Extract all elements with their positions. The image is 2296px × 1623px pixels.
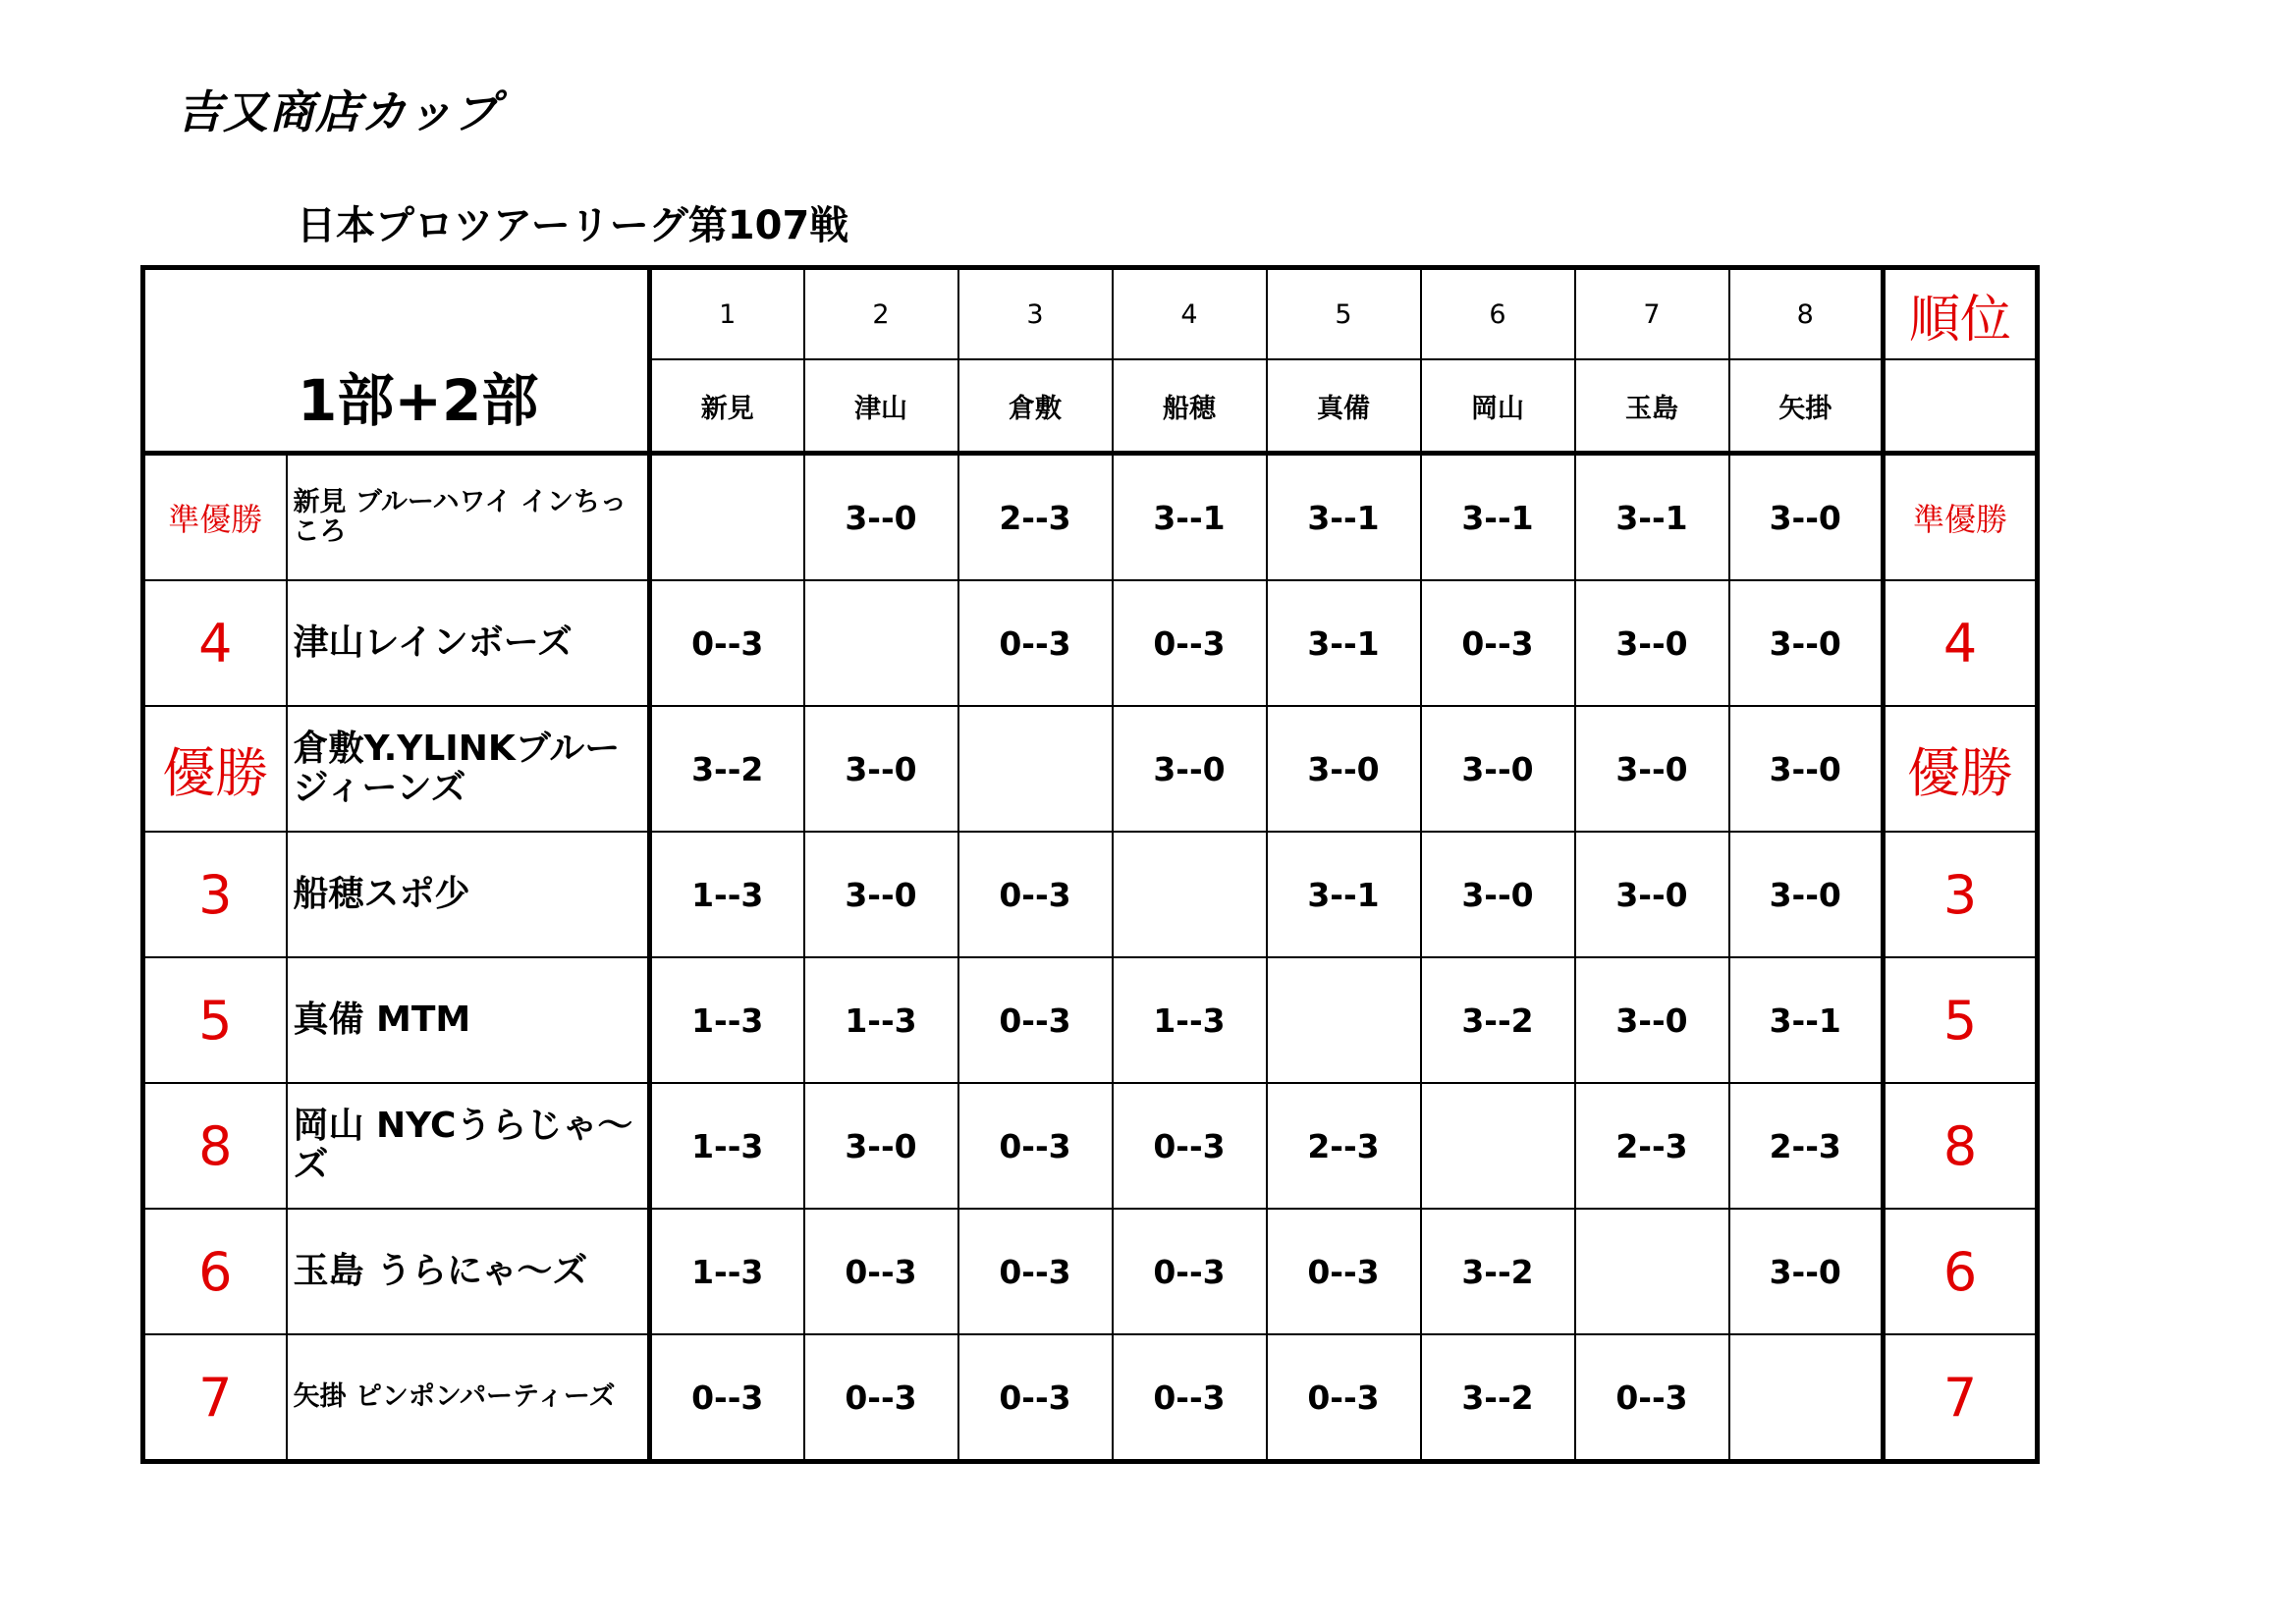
table-row [143, 1209, 2038, 1334]
column-number: 8 [1729, 268, 1884, 360]
score-cell: 2--3 [1267, 1083, 1421, 1209]
column-number: 5 [1267, 268, 1421, 360]
score-cell [958, 706, 1113, 832]
column-number: 2 [804, 268, 958, 360]
score-cell: 3--0 [1729, 454, 1884, 581]
rank-left: 8 [143, 1083, 287, 1209]
column-number: 3 [958, 268, 1113, 360]
rank-right: 6 [1884, 1209, 2038, 1334]
column-team-short: 矢掛 [1729, 359, 1884, 454]
column-team-short: 船穂 [1113, 359, 1267, 454]
score-cell: 0--3 [650, 580, 804, 706]
table-row [143, 957, 2038, 1083]
score-cell: 0--3 [1113, 1083, 1267, 1209]
cup-logo-text: 吉又商店カップ [177, 85, 500, 138]
score-cell: 3--1 [1729, 957, 1884, 1083]
score-cell: 0--3 [1267, 1334, 1421, 1462]
score-cell: 0--3 [1575, 1334, 1729, 1462]
team-name: 玉島 うらにゃ〜ズ [287, 1209, 650, 1334]
column-number: 7 [1575, 268, 1729, 360]
score-cell: 3--1 [1575, 454, 1729, 581]
team-name: 津山レインボーズ [287, 580, 650, 706]
score-cell: 3--0 [1267, 706, 1421, 832]
column-team-short: 津山 [804, 359, 958, 454]
score-cell: 1--3 [650, 957, 804, 1083]
score-cell [1421, 1083, 1575, 1209]
score-cell: 1--3 [650, 1209, 804, 1334]
league-results-table [140, 265, 2040, 1464]
score-cell: 3--0 [1729, 1209, 1884, 1334]
score-cell: 0--3 [1113, 1334, 1267, 1462]
score-cell: 1--3 [650, 832, 804, 957]
rank-right: 4 [1884, 580, 2038, 706]
score-cell: 3--1 [1267, 454, 1421, 581]
score-cell: 0--3 [958, 1209, 1113, 1334]
score-cell: 0--3 [804, 1334, 958, 1462]
score-cell: 3--1 [1267, 832, 1421, 957]
score-cell: 3--0 [1729, 706, 1884, 832]
rank-right: 優勝 [1884, 706, 2038, 832]
score-cell: 3--0 [1421, 832, 1575, 957]
table-row [143, 1083, 2038, 1209]
rank-right: 5 [1884, 957, 2038, 1083]
rank-right: 8 [1884, 1083, 2038, 1209]
score-cell: 3--2 [1421, 1209, 1575, 1334]
score-cell: 3--1 [1421, 454, 1575, 581]
score-cell: 3--2 [1421, 1334, 1575, 1462]
score-cell: 2--3 [1575, 1083, 1729, 1209]
table-row [143, 832, 2038, 957]
score-cell: 0--3 [1113, 1209, 1267, 1334]
rank-header: 順位 [1884, 268, 2038, 360]
rank-left: 3 [143, 832, 287, 957]
score-cell: 0--3 [1421, 580, 1575, 706]
score-cell: 3--0 [1575, 957, 1729, 1083]
division-label: 1部+2部 [143, 268, 650, 454]
score-cell: 3--2 [650, 706, 804, 832]
team-name: 船穂スポ少 [287, 832, 650, 957]
column-team-short: 岡山 [1421, 359, 1575, 454]
team-name: 真備 MTM [287, 957, 650, 1083]
score-cell: 3--1 [1113, 454, 1267, 581]
score-cell: 1--3 [1113, 957, 1267, 1083]
score-cell: 3--0 [1575, 706, 1729, 832]
rank-right: 準優勝 [1884, 454, 2038, 581]
score-cell: 3--0 [1575, 832, 1729, 957]
column-team-short: 玉島 [1575, 359, 1729, 454]
score-cell: 0--3 [804, 1209, 958, 1334]
rank-right: 3 [1884, 832, 2038, 957]
score-cell: 0--3 [958, 580, 1113, 706]
score-cell [650, 454, 804, 581]
team-name: 新見 ブルーハワイ インちっころ [287, 454, 650, 581]
column-number: 6 [1421, 268, 1575, 360]
table-row [143, 706, 2038, 832]
score-cell: 0--3 [958, 1083, 1113, 1209]
score-cell: 0--3 [958, 957, 1113, 1083]
score-cell: 3--0 [804, 832, 958, 957]
column-number: 4 [1113, 268, 1267, 360]
score-cell: 1--3 [650, 1083, 804, 1209]
score-cell: 3--0 [1729, 832, 1884, 957]
score-cell [1113, 832, 1267, 957]
score-cell [1267, 957, 1421, 1083]
table-row [143, 1334, 2038, 1462]
score-cell: 0--3 [958, 1334, 1113, 1462]
score-cell: 2--3 [958, 454, 1113, 581]
score-cell: 1--3 [804, 957, 958, 1083]
rank-left: 優勝 [143, 706, 287, 832]
rank-left: 7 [143, 1334, 287, 1462]
team-name: 岡山 NYCうらじゃ〜ズ [287, 1083, 650, 1209]
rank-left: 6 [143, 1209, 287, 1334]
score-cell [1729, 1334, 1884, 1462]
score-cell: 3--2 [1421, 957, 1575, 1083]
score-cell [804, 580, 958, 706]
column-team-short: 新見 [650, 359, 804, 454]
rank-left: 5 [143, 957, 287, 1083]
score-cell: 0--3 [958, 832, 1113, 957]
score-cell: 3--0 [804, 706, 958, 832]
score-cell: 3--0 [1113, 706, 1267, 832]
score-cell: 0--3 [1267, 1209, 1421, 1334]
rank-left: 準優勝 [143, 454, 287, 581]
rank-header-blank [1884, 359, 2038, 454]
score-cell: 3--0 [1421, 706, 1575, 832]
score-cell: 0--3 [650, 1334, 804, 1462]
score-cell: 3--0 [1575, 580, 1729, 706]
score-cell: 0--3 [1113, 580, 1267, 706]
rank-right: 7 [1884, 1334, 2038, 1462]
event-subtitle: 日本プロツアーリーグ第107戦 [297, 203, 849, 248]
table-row [143, 580, 2038, 706]
column-team-short: 倉敷 [958, 359, 1113, 454]
team-name: 倉敷Y.YLINKブルージィーンズ [287, 706, 650, 832]
score-cell [1575, 1209, 1729, 1334]
table-row [143, 454, 2038, 581]
rank-left: 4 [143, 580, 287, 706]
score-cell: 2--3 [1729, 1083, 1884, 1209]
column-team-short: 真備 [1267, 359, 1421, 454]
score-cell: 3--1 [1267, 580, 1421, 706]
score-cell: 3--0 [804, 454, 958, 581]
score-cell: 3--0 [1729, 580, 1884, 706]
score-cell: 3--0 [804, 1083, 958, 1209]
header-number-row [143, 268, 2038, 360]
column-number: 1 [650, 268, 804, 360]
team-name: 矢掛 ピンポンパーティーズ [287, 1334, 650, 1462]
